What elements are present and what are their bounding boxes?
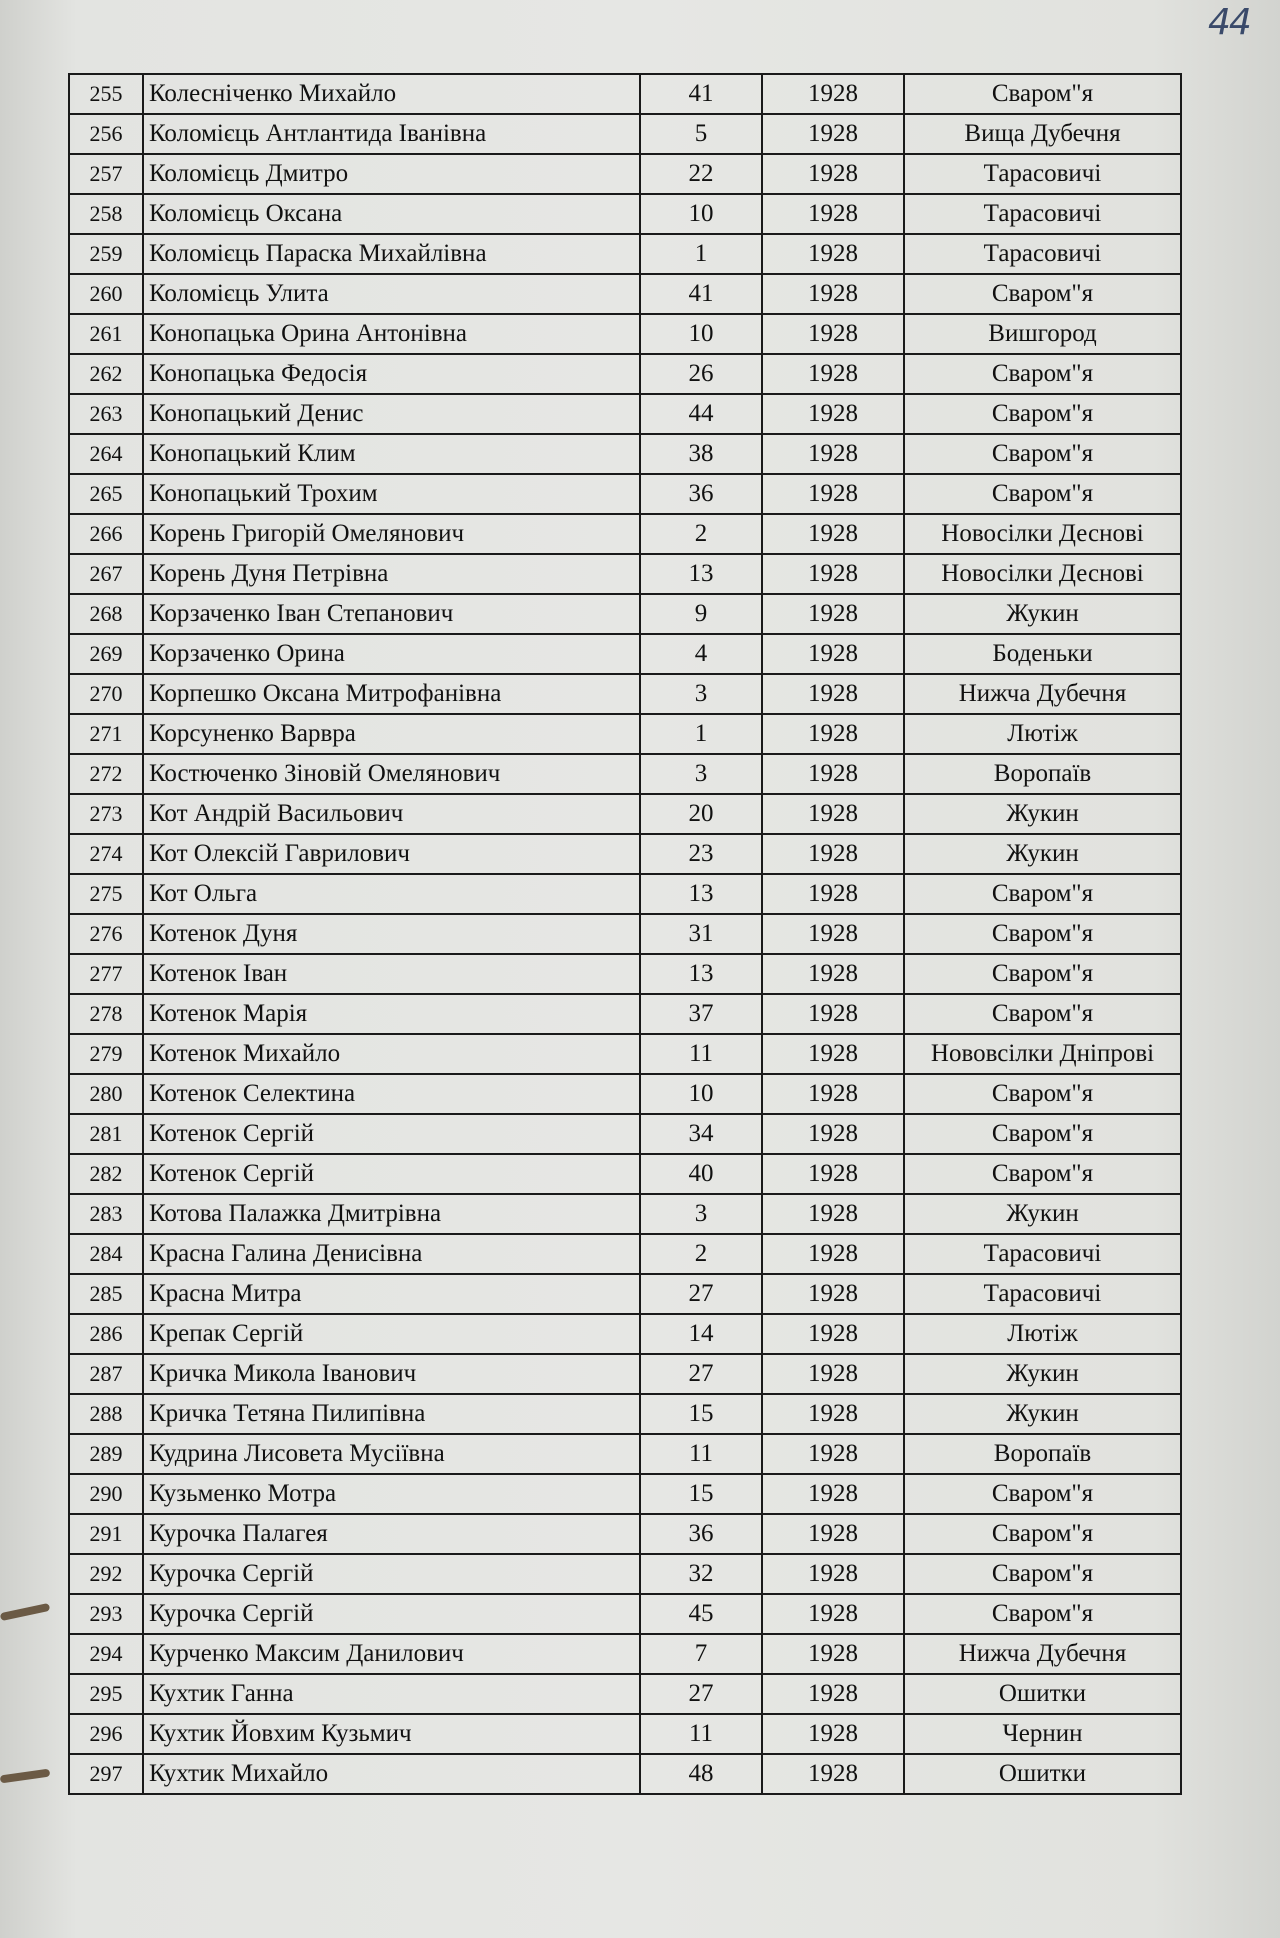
person-name: Крепак Сергій	[143, 1314, 640, 1354]
table-row	[69, 874, 1181, 914]
record-year: 1928	[762, 314, 904, 354]
person-name: Курочка Палагея	[143, 1514, 640, 1554]
village-name: Сваром"я	[904, 914, 1181, 954]
person-name: Конопацький Денис	[143, 394, 640, 434]
table-row	[69, 954, 1181, 994]
binding-string-top	[0, 1603, 50, 1621]
table-row	[69, 1514, 1181, 1554]
table-row	[69, 554, 1181, 594]
village-name: Тарасовичі	[904, 1274, 1181, 1314]
register-table	[68, 73, 1182, 1795]
person-age: 7	[640, 1634, 762, 1674]
village-name: Лютіж	[904, 714, 1181, 754]
person-name: Конопацька Федосія	[143, 354, 640, 394]
village-name: Ошитки	[904, 1674, 1181, 1714]
village-name: Тарасовичі	[904, 234, 1181, 274]
village-name: Сваром"я	[904, 1554, 1181, 1594]
village-name: Сваром"я	[904, 354, 1181, 394]
person-age: 3	[640, 674, 762, 714]
record-number: 266	[69, 514, 143, 554]
person-age: 44	[640, 394, 762, 434]
table-row	[69, 834, 1181, 874]
village-name: Нововсілки Дніпрові	[904, 1034, 1181, 1074]
record-number: 285	[69, 1274, 143, 1314]
record-year: 1928	[762, 1394, 904, 1434]
person-name: Костюченко Зіновій Омелянович	[143, 754, 640, 794]
person-age: 15	[640, 1474, 762, 1514]
record-number: 272	[69, 754, 143, 794]
record-year: 1928	[762, 634, 904, 674]
record-number: 284	[69, 1234, 143, 1274]
record-year: 1928	[762, 754, 904, 794]
record-number: 262	[69, 354, 143, 394]
person-age: 14	[640, 1314, 762, 1354]
table-row	[69, 394, 1181, 434]
record-year: 1928	[762, 1354, 904, 1394]
person-name: Корпешко Оксана Митрофанівна	[143, 674, 640, 714]
village-name: Воропаїв	[904, 754, 1181, 794]
village-name: Вишгород	[904, 314, 1181, 354]
table-row	[69, 314, 1181, 354]
record-number: 267	[69, 554, 143, 594]
table-row	[69, 474, 1181, 514]
record-number: 277	[69, 954, 143, 994]
record-number: 268	[69, 594, 143, 634]
table-row	[69, 1114, 1181, 1154]
record-number: 289	[69, 1434, 143, 1474]
person-age: 31	[640, 914, 762, 954]
table-row	[69, 1194, 1181, 1234]
record-year: 1928	[762, 1434, 904, 1474]
village-name: Воропаїв	[904, 1434, 1181, 1474]
record-year: 1928	[762, 954, 904, 994]
person-name: Кухтик Йовхим Кузьмич	[143, 1714, 640, 1754]
record-number: 257	[69, 154, 143, 194]
record-number: 274	[69, 834, 143, 874]
person-name: Коломієць Антлантида Іванівна	[143, 114, 640, 154]
table-row	[69, 114, 1181, 154]
record-year: 1928	[762, 1554, 904, 1594]
person-name: Котова Палажка Дмитрівна	[143, 1194, 640, 1234]
record-year: 1928	[762, 274, 904, 314]
village-name: Сваром"я	[904, 954, 1181, 994]
person-name: Корзаченко Іван Степанович	[143, 594, 640, 634]
table-row	[69, 1554, 1181, 1594]
record-number: 295	[69, 1674, 143, 1714]
village-name: Жукин	[904, 1394, 1181, 1434]
person-age: 27	[640, 1354, 762, 1394]
record-year: 1928	[762, 354, 904, 394]
person-age: 10	[640, 1074, 762, 1114]
person-age: 20	[640, 794, 762, 834]
village-name: Тарасовичі	[904, 1234, 1181, 1274]
person-name: Котенок Михайло	[143, 1034, 640, 1074]
table-row	[69, 754, 1181, 794]
record-year: 1928	[762, 1314, 904, 1354]
record-year: 1928	[762, 194, 904, 234]
record-number: 291	[69, 1514, 143, 1554]
person-name: Котенок Сергій	[143, 1154, 640, 1194]
record-number: 276	[69, 914, 143, 954]
person-name: Кот Андрій Васильович	[143, 794, 640, 834]
record-year: 1928	[762, 1514, 904, 1554]
table-row	[69, 1754, 1181, 1794]
record-number: 292	[69, 1554, 143, 1594]
person-age: 41	[640, 274, 762, 314]
person-age: 4	[640, 634, 762, 674]
record-number: 288	[69, 1394, 143, 1434]
village-name: Сваром"я	[904, 1154, 1181, 1194]
person-age: 48	[640, 1754, 762, 1794]
page-number: 44	[1208, 2, 1250, 43]
record-year: 1928	[762, 514, 904, 554]
person-age: 10	[640, 314, 762, 354]
binding-string-bottom	[0, 1769, 50, 1784]
village-name: Жукин	[904, 1194, 1181, 1234]
village-name: Тарасовичі	[904, 194, 1181, 234]
village-name: Сваром"я	[904, 434, 1181, 474]
person-age: 5	[640, 114, 762, 154]
person-age: 27	[640, 1674, 762, 1714]
record-year: 1928	[762, 1474, 904, 1514]
record-number: 275	[69, 874, 143, 914]
village-name: Чернин	[904, 1714, 1181, 1754]
record-year: 1928	[762, 434, 904, 474]
person-name: Корсуненко Варвра	[143, 714, 640, 754]
village-name: Сваром"я	[904, 1114, 1181, 1154]
record-year: 1928	[762, 1714, 904, 1754]
table-row	[69, 1154, 1181, 1194]
person-age: 1	[640, 714, 762, 754]
person-name: Конопацький Клим	[143, 434, 640, 474]
person-age: 10	[640, 194, 762, 234]
village-name: Жукин	[904, 834, 1181, 874]
record-year: 1928	[762, 1594, 904, 1634]
village-name: Лютіж	[904, 1314, 1181, 1354]
record-number: 281	[69, 1114, 143, 1154]
village-name: Тарасовичі	[904, 154, 1181, 194]
person-name: Красна Галина Денисівна	[143, 1234, 640, 1274]
person-name: Кухтик Михайло	[143, 1754, 640, 1794]
person-name: Коломієць Улита	[143, 274, 640, 314]
record-number: 255	[69, 74, 143, 114]
village-name: Боденьки	[904, 634, 1181, 674]
table-row	[69, 794, 1181, 834]
village-name: Сваром"я	[904, 1074, 1181, 1114]
table-row	[69, 914, 1181, 954]
person-age: 22	[640, 154, 762, 194]
record-number: 296	[69, 1714, 143, 1754]
person-age: 37	[640, 994, 762, 1034]
table-row	[69, 1034, 1181, 1074]
village-name: Сваром"я	[904, 1514, 1181, 1554]
person-age: 32	[640, 1554, 762, 1594]
record-number: 260	[69, 274, 143, 314]
table-row	[69, 234, 1181, 274]
table-row	[69, 1274, 1181, 1314]
record-year: 1928	[762, 154, 904, 194]
record-number: 290	[69, 1474, 143, 1514]
table-row	[69, 74, 1181, 114]
record-year: 1928	[762, 594, 904, 634]
person-age: 41	[640, 74, 762, 114]
person-name: Котенок Селектина	[143, 1074, 640, 1114]
person-age: 15	[640, 1394, 762, 1434]
person-age: 38	[640, 434, 762, 474]
record-number: 279	[69, 1034, 143, 1074]
person-name: Котенок Дуня	[143, 914, 640, 954]
record-number: 261	[69, 314, 143, 354]
person-age: 45	[640, 1594, 762, 1634]
person-age: 3	[640, 1194, 762, 1234]
person-name: Красна Митра	[143, 1274, 640, 1314]
record-year: 1928	[762, 994, 904, 1034]
record-year: 1928	[762, 1274, 904, 1314]
table-row	[69, 1234, 1181, 1274]
table-row	[69, 1634, 1181, 1674]
village-name: Сваром"я	[904, 74, 1181, 114]
person-name: Кот Олексій Гаврилович	[143, 834, 640, 874]
register-body	[69, 74, 1181, 1794]
record-number: 283	[69, 1194, 143, 1234]
person-age: 11	[640, 1434, 762, 1474]
person-age: 13	[640, 954, 762, 994]
person-name: Коломієць Параска Михайлівна	[143, 234, 640, 274]
person-name: Кричка Тетяна Пилипівна	[143, 1394, 640, 1434]
person-age: 26	[640, 354, 762, 394]
person-age: 36	[640, 474, 762, 514]
person-name: Котенок Сергій	[143, 1114, 640, 1154]
village-name: Жукин	[904, 594, 1181, 634]
record-number: 282	[69, 1154, 143, 1194]
record-year: 1928	[762, 394, 904, 434]
person-name: Корень Дуня Петрівна	[143, 554, 640, 594]
record-number: 271	[69, 714, 143, 754]
village-name: Нижча Дубечня	[904, 1634, 1181, 1674]
record-number: 293	[69, 1594, 143, 1634]
village-name: Вища Дубечня	[904, 114, 1181, 154]
record-year: 1928	[762, 1194, 904, 1234]
person-name: Котенок Іван	[143, 954, 640, 994]
table-row	[69, 1394, 1181, 1434]
person-name: Кот Ольга	[143, 874, 640, 914]
record-year: 1928	[762, 554, 904, 594]
record-number: 270	[69, 674, 143, 714]
table-row	[69, 1474, 1181, 1514]
person-age: 9	[640, 594, 762, 634]
table-row	[69, 154, 1181, 194]
record-year: 1928	[762, 1074, 904, 1114]
table-row	[69, 1434, 1181, 1474]
table-row	[69, 674, 1181, 714]
record-number: 269	[69, 634, 143, 674]
record-year: 1928	[762, 114, 904, 154]
record-number: 294	[69, 1634, 143, 1674]
table-row	[69, 994, 1181, 1034]
person-name: Корень Григорій Омелянович	[143, 514, 640, 554]
record-number: 259	[69, 234, 143, 274]
record-year: 1928	[762, 1034, 904, 1074]
person-age: 13	[640, 554, 762, 594]
record-year: 1928	[762, 834, 904, 874]
record-year: 1928	[762, 74, 904, 114]
person-name: Курочка Сергій	[143, 1594, 640, 1634]
person-name: Конопацька Орина Антонівна	[143, 314, 640, 354]
person-age: 2	[640, 514, 762, 554]
record-year: 1928	[762, 1674, 904, 1714]
table-row	[69, 594, 1181, 634]
person-name: Кудрина Лисовета Мусіївна	[143, 1434, 640, 1474]
village-name: Жукин	[904, 1354, 1181, 1394]
record-year: 1928	[762, 1234, 904, 1274]
record-year: 1928	[762, 874, 904, 914]
village-name: Новосілки Деснові	[904, 554, 1181, 594]
record-number: 265	[69, 474, 143, 514]
record-number: 263	[69, 394, 143, 434]
person-name: Кузьменко Мотра	[143, 1474, 640, 1514]
person-name: Конопацький Трохим	[143, 474, 640, 514]
village-name: Жукин	[904, 794, 1181, 834]
village-name: Сваром"я	[904, 1474, 1181, 1514]
person-name: Кричка Микола Іванович	[143, 1354, 640, 1394]
record-year: 1928	[762, 914, 904, 954]
person-name: Котенок Марія	[143, 994, 640, 1034]
record-number: 273	[69, 794, 143, 834]
village-name: Сваром"я	[904, 1594, 1181, 1634]
record-number: 280	[69, 1074, 143, 1114]
record-number: 278	[69, 994, 143, 1034]
person-age: 13	[640, 874, 762, 914]
person-name: Курченко Максим Данилович	[143, 1634, 640, 1674]
record-number: 258	[69, 194, 143, 234]
table-row	[69, 1314, 1181, 1354]
person-age: 11	[640, 1034, 762, 1074]
record-number: 264	[69, 434, 143, 474]
village-name: Сваром"я	[904, 394, 1181, 434]
person-age: 3	[640, 754, 762, 794]
village-name: Нижча Дубечня	[904, 674, 1181, 714]
person-age: 27	[640, 1274, 762, 1314]
person-age: 23	[640, 834, 762, 874]
village-name: Сваром"я	[904, 274, 1181, 314]
person-age: 40	[640, 1154, 762, 1194]
record-year: 1928	[762, 1154, 904, 1194]
village-name: Сваром"я	[904, 474, 1181, 514]
record-number: 256	[69, 114, 143, 154]
village-name: Новосілки Деснові	[904, 514, 1181, 554]
record-year: 1928	[762, 1634, 904, 1674]
village-name: Ошитки	[904, 1754, 1181, 1794]
table-row	[69, 714, 1181, 754]
person-age: 2	[640, 1234, 762, 1274]
person-name: Колесніченко Михайло	[143, 74, 640, 114]
record-year: 1928	[762, 1754, 904, 1794]
person-age: 34	[640, 1114, 762, 1154]
record-year: 1928	[762, 1114, 904, 1154]
record-number: 286	[69, 1314, 143, 1354]
person-age: 1	[640, 234, 762, 274]
record-year: 1928	[762, 714, 904, 754]
table-row	[69, 1354, 1181, 1394]
village-name: Сваром"я	[904, 874, 1181, 914]
table-row	[69, 514, 1181, 554]
person-name: Корзаченко Орина	[143, 634, 640, 674]
village-name: Сваром"я	[904, 994, 1181, 1034]
table-row	[69, 434, 1181, 474]
record-year: 1928	[762, 474, 904, 514]
record-year: 1928	[762, 234, 904, 274]
person-name: Коломієць Оксана	[143, 194, 640, 234]
record-year: 1928	[762, 794, 904, 834]
person-age: 36	[640, 1514, 762, 1554]
record-year: 1928	[762, 674, 904, 714]
table-row	[69, 354, 1181, 394]
person-name: Курочка Сергій	[143, 1554, 640, 1594]
table-row	[69, 1074, 1181, 1114]
table-row	[69, 194, 1181, 234]
table-row	[69, 1674, 1181, 1714]
record-number: 287	[69, 1354, 143, 1394]
person-age: 11	[640, 1714, 762, 1754]
person-name: Коломієць Дмитро	[143, 154, 640, 194]
person-name: Кухтик Ганна	[143, 1674, 640, 1714]
table-row	[69, 274, 1181, 314]
table-row	[69, 1594, 1181, 1634]
record-number: 297	[69, 1754, 143, 1794]
table-row	[69, 1714, 1181, 1754]
table-row	[69, 634, 1181, 674]
